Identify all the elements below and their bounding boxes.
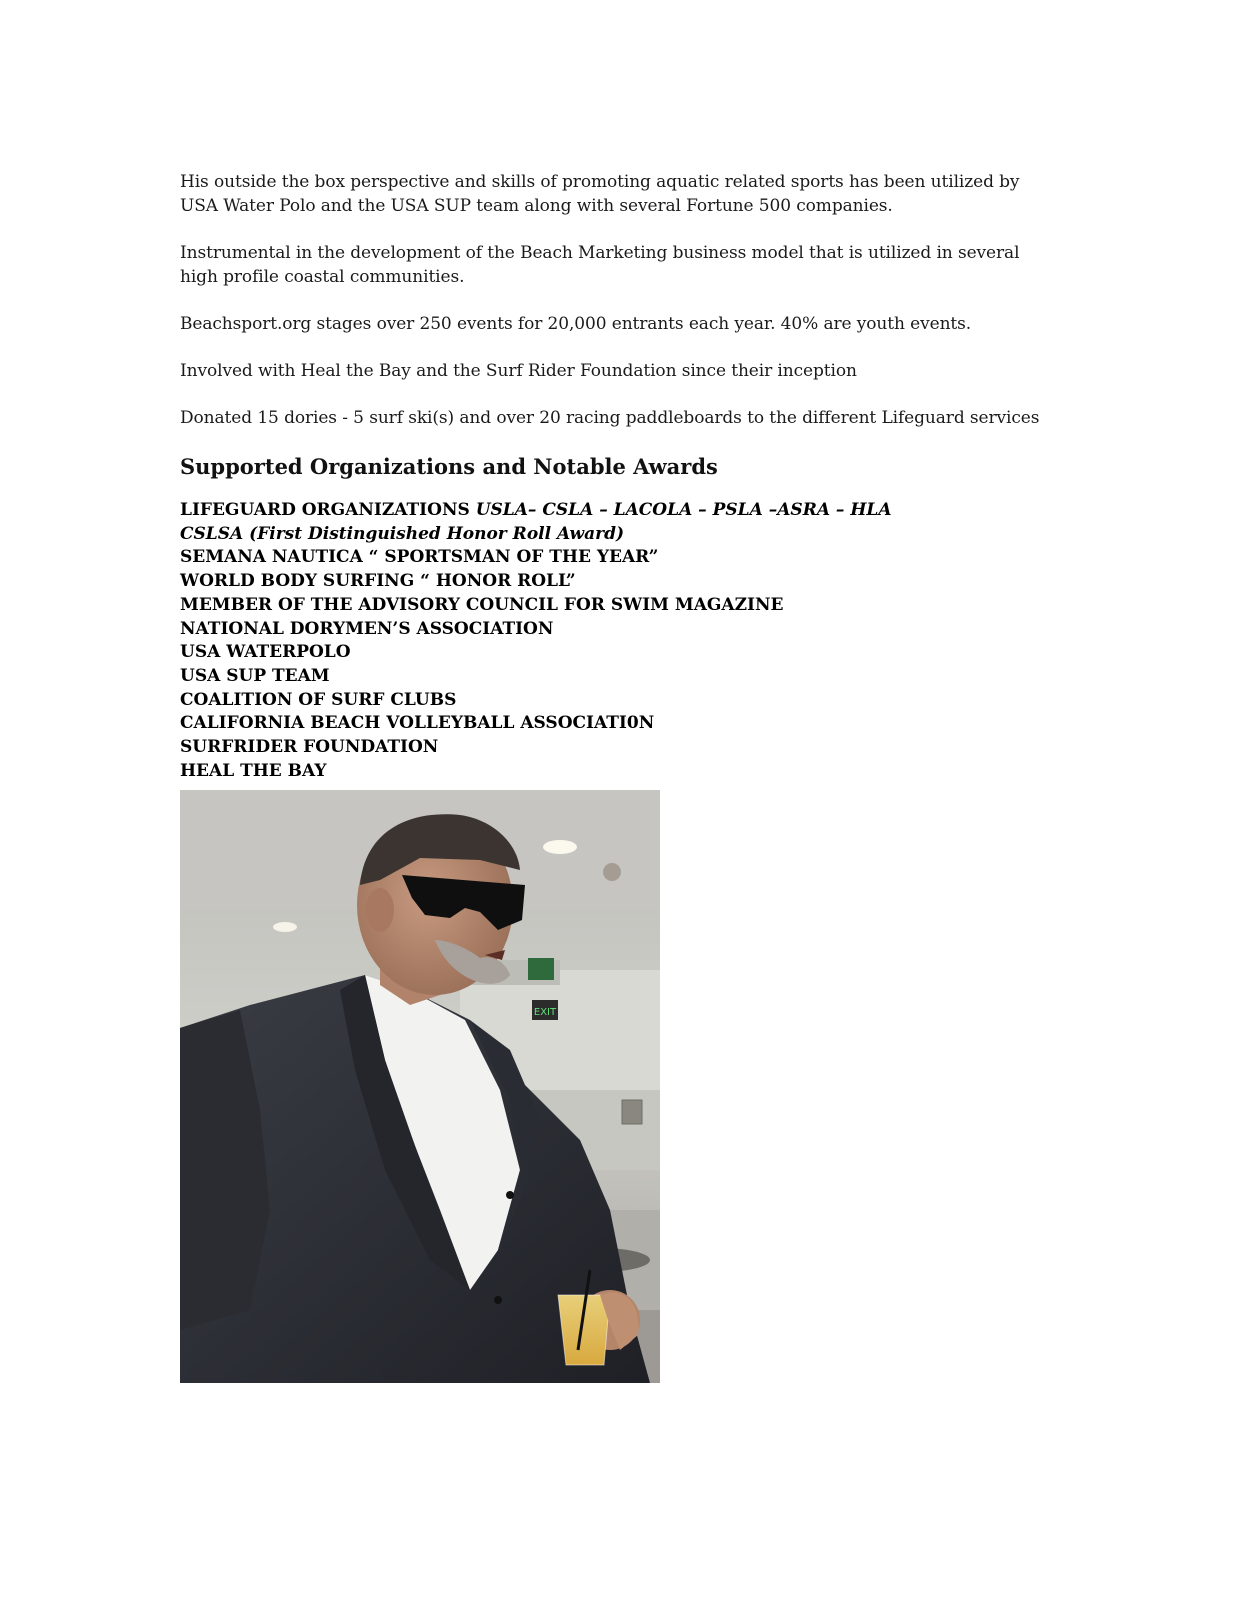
ceiling-light xyxy=(543,840,577,854)
section-heading: Supported Organizations and Notable Awards xyxy=(180,454,718,479)
award-item: USA SUP TEAM xyxy=(180,665,330,686)
lifeguard-label: LIFEGUARD ORGANIZATIONS xyxy=(180,500,476,520)
award-lifeguard-organizations xyxy=(180,499,1060,523)
award-item: SEMANA NAUTICA “ SPORTSMAN OF THE YEAR” xyxy=(180,547,659,568)
award-item: USA WATERPOLO xyxy=(180,642,351,663)
cslsa-award: CSLSA (First Distinguished Honor Roll Award) xyxy=(180,523,625,544)
document-page xyxy=(180,170,1060,783)
award-item: COALITION OF SURF CLUBS xyxy=(180,689,457,710)
portrait-photo xyxy=(180,790,660,1383)
paragraph-beach-marketing: Instrumental in the development of the Beach Marketing business model that is utilized in several high profile coastal communities. xyxy=(180,243,1020,287)
paragraph-beachsport-events: Beachsport.org stages over 250 events for 20,000 entrants each year. 40% are youth events. xyxy=(180,314,972,334)
award-item: SURFRIDER FOUNDATION xyxy=(180,737,439,758)
awards-list xyxy=(180,499,1060,783)
award-item: HEAL THE BAY xyxy=(180,760,327,781)
award-item: WORLD BODY SURFING “ HONOR ROLL” xyxy=(180,571,576,592)
paragraph-promotion: His outside the box perspective and skills of promoting aquatic related sports has been utilized by USA Water Polo and the USA SUP team along with several Fortune 500 companies. xyxy=(180,172,1020,216)
award-item: CALIFORNIA BEACH VOLLEYBALL ASSOCIATI0N xyxy=(180,713,655,734)
paragraph-donations: Donated 15 dories - 5 surf ski(s) and over 20 racing paddleboards to the different Lifeguard services xyxy=(180,408,1040,428)
lifeguard-org-list: USLA– CSLA – LACOLA – PSLA –ASRA – HLA xyxy=(475,500,892,520)
award-item: NATIONAL DORYMEN’S ASSOCIATION xyxy=(180,618,554,639)
paragraph-heal-the-bay: Involved with Heal the Bay and the Surf Rider Foundation since their inception xyxy=(180,361,857,381)
award-cslsa xyxy=(180,523,1060,547)
exit-sign: EXIT xyxy=(533,1007,557,1018)
portrait-photo-illustration xyxy=(180,790,660,1383)
award-item: MEMBER OF THE ADVISORY COUNCIL FOR SWIM MAGAZINE xyxy=(180,594,784,615)
